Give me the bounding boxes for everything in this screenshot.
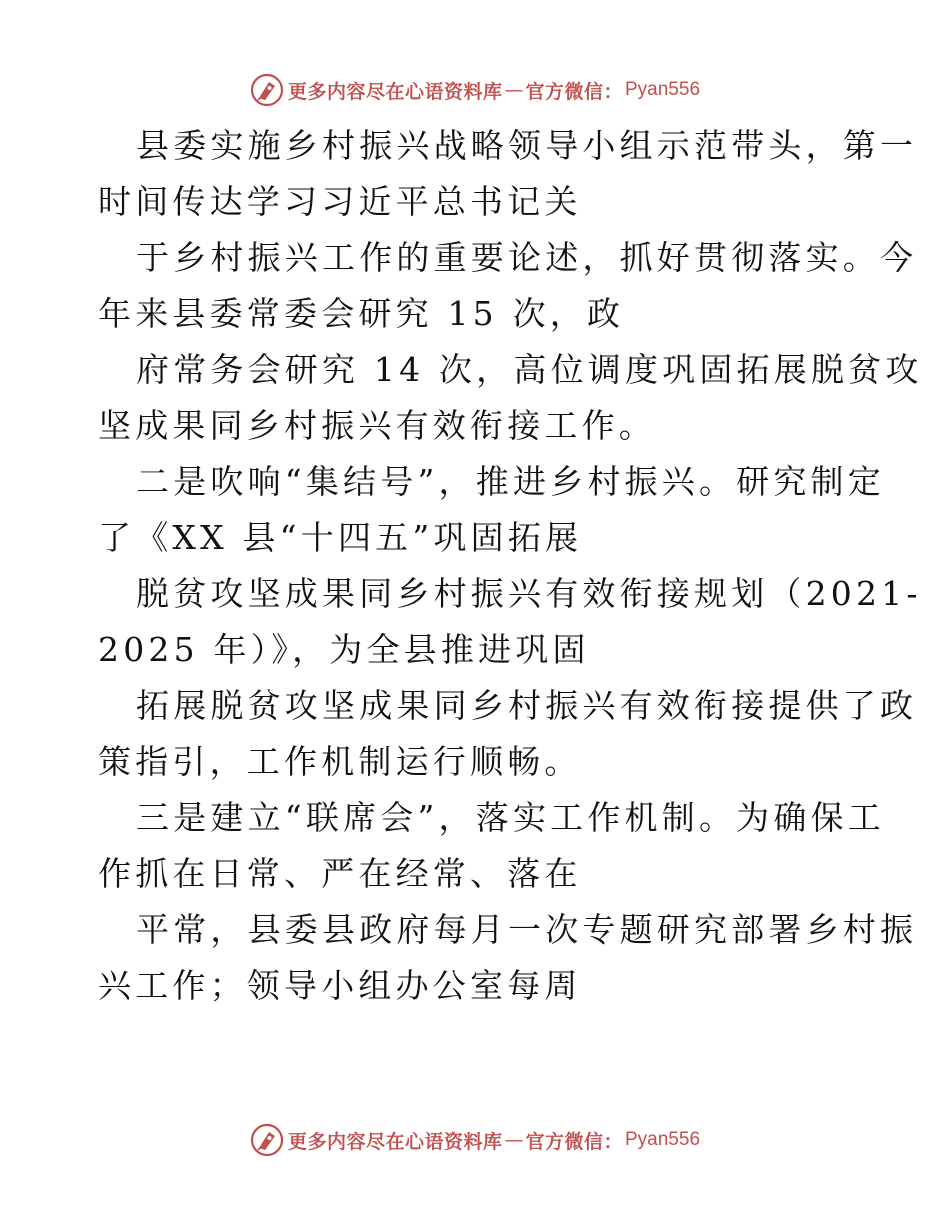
pen-nib-logo-icon — [250, 1123, 284, 1157]
paragraph-line: 三是建立“联席会”，落实工作机制。为确保工 — [136, 798, 885, 837]
paragraph — [98, 790, 885, 902]
watermark-dash: — — [504, 79, 524, 101]
watermark-account: Pyan556 — [625, 1129, 701, 1150]
paragraph-line: 2025 年）》，为全县推进巩固 — [98, 630, 590, 669]
footer-watermark — [0, 1120, 950, 1160]
paragraph — [98, 566, 922, 678]
paragraph — [98, 678, 918, 790]
paragraph-line: 脱贫攻坚成果同乡村振兴有效衔接规划（2021- — [136, 574, 922, 613]
paragraph-line: 作抓在日常、严在经常、落在 — [98, 854, 582, 893]
paragraph-line: 坚成果同乡村振兴有效衔接工作。 — [98, 406, 656, 445]
paragraph-line: 策指引，工作机制运行顺畅。 — [98, 742, 582, 781]
paragraph-line: 平常，县委县政府每月一次专题研究部署乡村振 — [136, 910, 918, 949]
watermark-text: 更多内容尽在心语资料库 — [287, 1130, 503, 1153]
paragraph — [98, 902, 918, 1014]
paragraph-line: 了《XX 县“十四五”巩固拓展 — [98, 518, 583, 557]
watermark-account: Pyan556 — [625, 79, 701, 100]
header-watermark — [0, 70, 950, 110]
paragraph-line: 二是吹响“集结号”，推进乡村振兴。研究制定 — [136, 462, 885, 501]
paragraph-line: 县委实施乡村振兴战略领导小组示范带头，第一 — [136, 126, 918, 165]
watermark-account-label: 官方微信： — [525, 80, 623, 103]
paragraph-line: 拓展脱贫攻坚成果同乡村振兴有效衔接提供了政 — [136, 686, 918, 725]
paragraph — [98, 230, 918, 342]
watermark-text: 更多内容尽在心语资料库 — [287, 80, 503, 103]
watermark-dash: — — [504, 1129, 524, 1151]
paragraph — [98, 454, 885, 566]
watermark-account-label: 官方微信： — [525, 1130, 623, 1153]
paragraph-line: 府常务会研究 14 次，高位调度巩固拓展脱贫攻 — [136, 350, 923, 389]
paragraph-line: 年来县委常委会研究 15 次，政 — [98, 294, 625, 333]
document-body — [98, 118, 923, 1014]
pen-nib-logo-icon — [250, 73, 284, 107]
paragraph-line: 于乡村振兴工作的重要论述，抓好贯彻落实。今 — [136, 238, 918, 277]
paragraph-line: 时间传达学习习近平总书记关 — [98, 182, 582, 221]
paragraph-line: 兴工作；领导小组办公室每周 — [98, 966, 582, 1005]
paragraph — [98, 342, 923, 454]
paragraph — [98, 118, 918, 230]
